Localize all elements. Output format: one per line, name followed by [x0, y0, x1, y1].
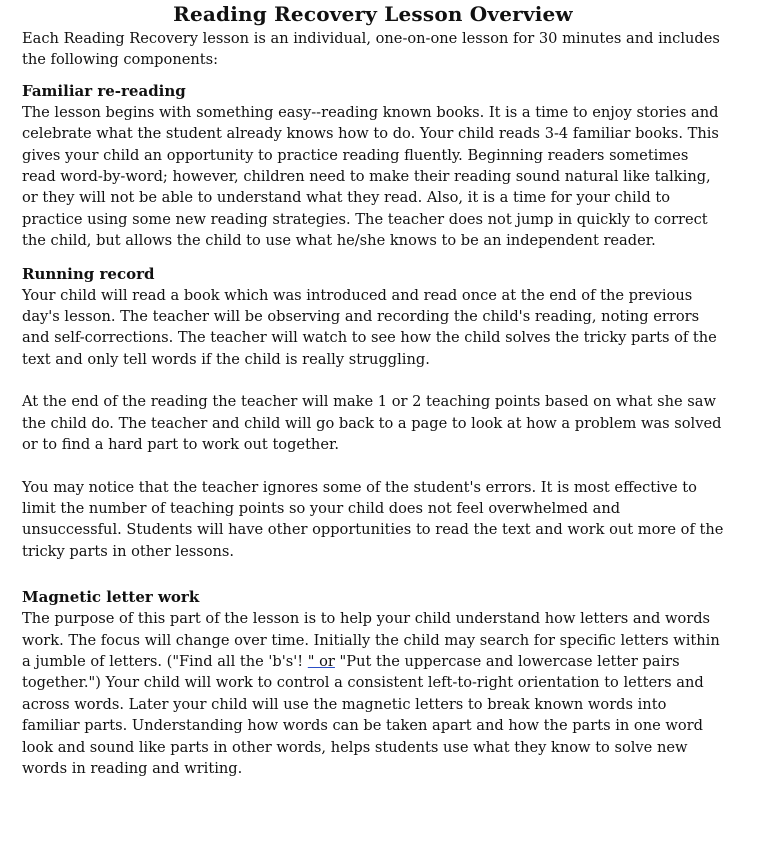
section-heading: Familiar re-reading	[22, 81, 186, 100]
paragraph-text: "Put the uppercase and lowercase letter pairs together.") Your child will work to control a consistent left-to-right orientation to letters and across words. Later your child will use the magnetic letters to break known words into familiar parts. Understanding how words can be taken apart and how the parts in one word look and sound like parts in other words, helps students use what they know to solve new words in reading and writing.	[22, 652, 704, 777]
section-magnetic-letter-work	[22, 586, 724, 779]
underlined-text: " or	[307, 652, 335, 670]
section-running-record	[22, 263, 724, 562]
paragraph-text: The purpose of this part of the lesson is to help your child understand how letters and words work. The focus will change over time. Initially the child may search for specific letters within a jumble of letters. ("Find all the 'b's'!	[22, 610, 720, 670]
section-paragraph: You may notice that the teacher ignores some of the student's errors. It is most effective to limit the number of teaching points so your child does not feel overwhelmed and unsuccessful. Students will have other opportunities to read the text and work out more of the tricky parts in other lessons.	[22, 478, 724, 560]
page-title: Reading Recovery Lesson Overview	[173, 2, 573, 26]
section-familiar-rereading	[22, 80, 724, 252]
section-paragraph: Your child will read a book which was introduced and read once at the end of the previous day's lesson. The teacher will be observing and recording the child's reading, noting errors and self-corrections. The teacher will watch to see how the child solves the tricky parts of the text and only tell words if the child is really struggling.	[22, 286, 717, 368]
intro-paragraph: Each Reading Recovery lesson is an individual, one-on-one lesson for 30 minutes and includes the following components:	[22, 30, 720, 69]
section-paragraph: At the end of the reading the teacher will make 1 or 2 teaching points based on what she saw the child do. The teacher and child will go back to a page to look at how a problem was solved or to find a hard part to work out together.	[22, 393, 722, 454]
section-paragraph: The lesson begins with something easy--reading known books. It is a time to enjoy stories and celebrate what the student already knows how to do. Your child reads 3-4 familiar books. This gives your child an opportunity to practice reading fluently. Beginning readers sometimes read word-by-word; however, children need to make their reading sound natural like talking, or they will not be able to understand what they read. Also, it is a time for your child to practice using some new reading strategies. The teacher does not jump in quickly to correct the child, but allows the child to use what he/she knows to be an independent reader.	[22, 103, 719, 250]
section-heading: Running record	[22, 264, 155, 283]
section-heading: Magnetic letter work	[22, 588, 200, 607]
section-paragraph	[22, 608, 724, 779]
